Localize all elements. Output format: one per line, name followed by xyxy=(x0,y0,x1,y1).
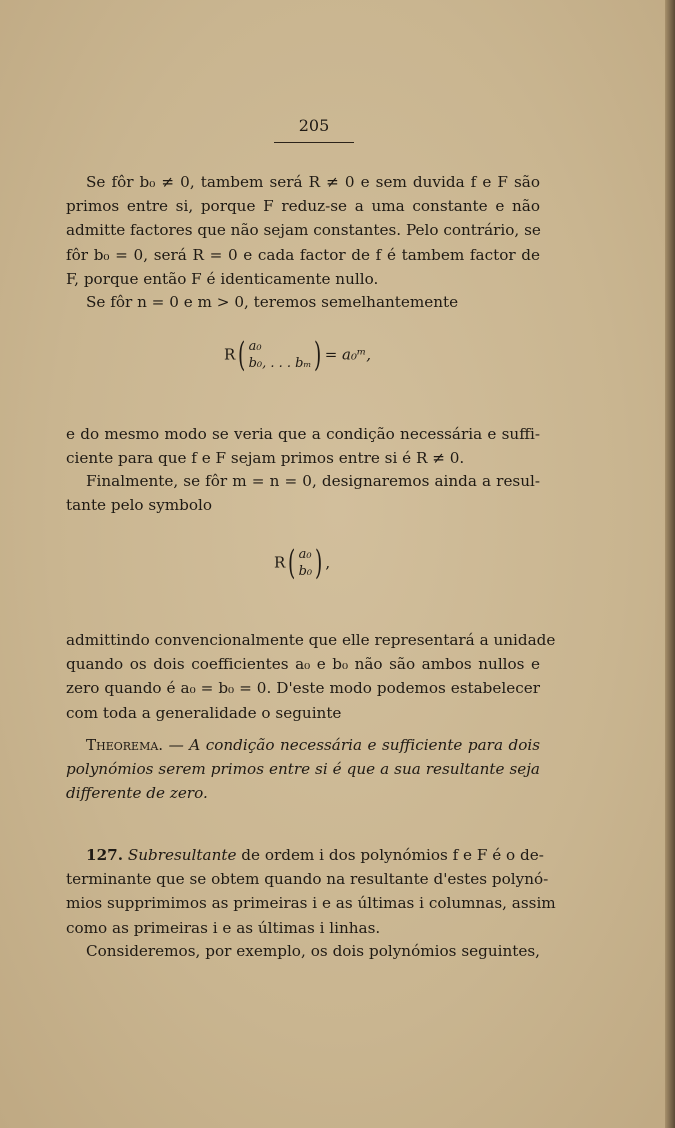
formula-rhs: = a₀ᵐ, xyxy=(324,345,371,364)
text-line: Finalmente, se fôr m = n = 0, designaremos ainda a resul- xyxy=(86,472,540,490)
text-line: Se fôr b₀ ≠ 0, tambem será R ≠ 0 e sem duvida f e F são xyxy=(86,173,540,191)
formula-matrix xyxy=(249,338,312,372)
section-127 xyxy=(66,843,556,940)
theorem-line: differente de zero. xyxy=(66,784,208,803)
page-number-rule xyxy=(274,142,354,143)
paragraph-5 xyxy=(66,628,556,725)
section-line: como as primeiras i e as últimas i linhas. xyxy=(66,918,381,937)
text-line: ciente para que f e F sejam primos entre si é R ≠ 0. xyxy=(66,449,465,468)
text-line: F, porque então F é identicamente nullo. xyxy=(66,269,379,288)
formula-rhs: , xyxy=(325,553,331,572)
left-paren: ( xyxy=(238,335,246,375)
formula-top: a₀ xyxy=(298,547,312,562)
paragraph-2 xyxy=(66,290,540,314)
text-line: primos entre si, porque F reduz-se a uma constante e não xyxy=(66,197,540,216)
section-line: terminante que se obtem quando na resultante d'estes polynó- xyxy=(66,870,549,889)
right-paren: ) xyxy=(315,543,323,583)
paragraph-3 xyxy=(66,422,540,470)
text-line: com toda a generalidade o seguinte xyxy=(66,703,342,722)
formula-top: a₀ xyxy=(248,339,262,354)
paragraph-6 xyxy=(66,939,540,963)
text-line: tante pelo symbolo xyxy=(66,496,213,515)
theorem-line xyxy=(66,733,540,757)
theorem-line: polynómios serem primos entre si é que a sua resultante seja xyxy=(66,760,540,779)
resultant-formula-1 xyxy=(224,335,371,375)
text-line: Consideremos, por exemplo, os dois polynómios seguintes, xyxy=(86,942,540,960)
formula-bottom: b₀ xyxy=(298,564,313,579)
theorem xyxy=(66,733,540,806)
formula-r: R xyxy=(224,345,236,364)
section-number: 127. xyxy=(86,846,123,864)
section-line: mios supprimimos as primeiras i e as últimas i columnas, assim xyxy=(66,894,556,913)
section-line xyxy=(66,843,544,867)
formula-bottom: b₀, . . . bₘ xyxy=(248,356,312,371)
page-number: 205 xyxy=(298,116,330,135)
text-line: Se fôr n = 0 e m > 0, teremos semelhantemente xyxy=(86,293,459,311)
section-term: Subresultante xyxy=(127,846,237,864)
right-paren: ) xyxy=(314,335,322,375)
text-line: fôr b₀ = 0, será R = 0 e cada factor de f é tambem factor de xyxy=(66,245,540,264)
left-paren: ( xyxy=(288,543,296,583)
theorem-label: Theorema. xyxy=(86,736,164,754)
formula-r: R xyxy=(274,553,286,572)
paragraph-1 xyxy=(66,170,540,291)
theorem-text: — A condição necessária e sufficiente para dois xyxy=(168,736,541,754)
text-line: e do mesmo modo se veria que a condição necessária e suffi- xyxy=(66,425,540,443)
text-line: zero quando é a₀ = b₀ = 0. D'este modo podemos estabelecer xyxy=(66,679,540,698)
text-line: quando os dois coefficientes a₀ e b₀ não são ambos nullos e xyxy=(66,655,540,674)
paragraph-4 xyxy=(66,469,540,517)
page-edge-shadow xyxy=(665,0,675,1128)
formula-matrix xyxy=(299,546,313,580)
section-text: de ordem i dos polynómios f e F é o de- xyxy=(241,846,544,864)
text-line: admittindo convencionalmente que elle representará a unidade xyxy=(66,631,556,649)
text-line: admitte factores que não sejam constantes. Pelo contrário, se xyxy=(66,221,541,240)
resultant-formula-2 xyxy=(274,543,331,583)
